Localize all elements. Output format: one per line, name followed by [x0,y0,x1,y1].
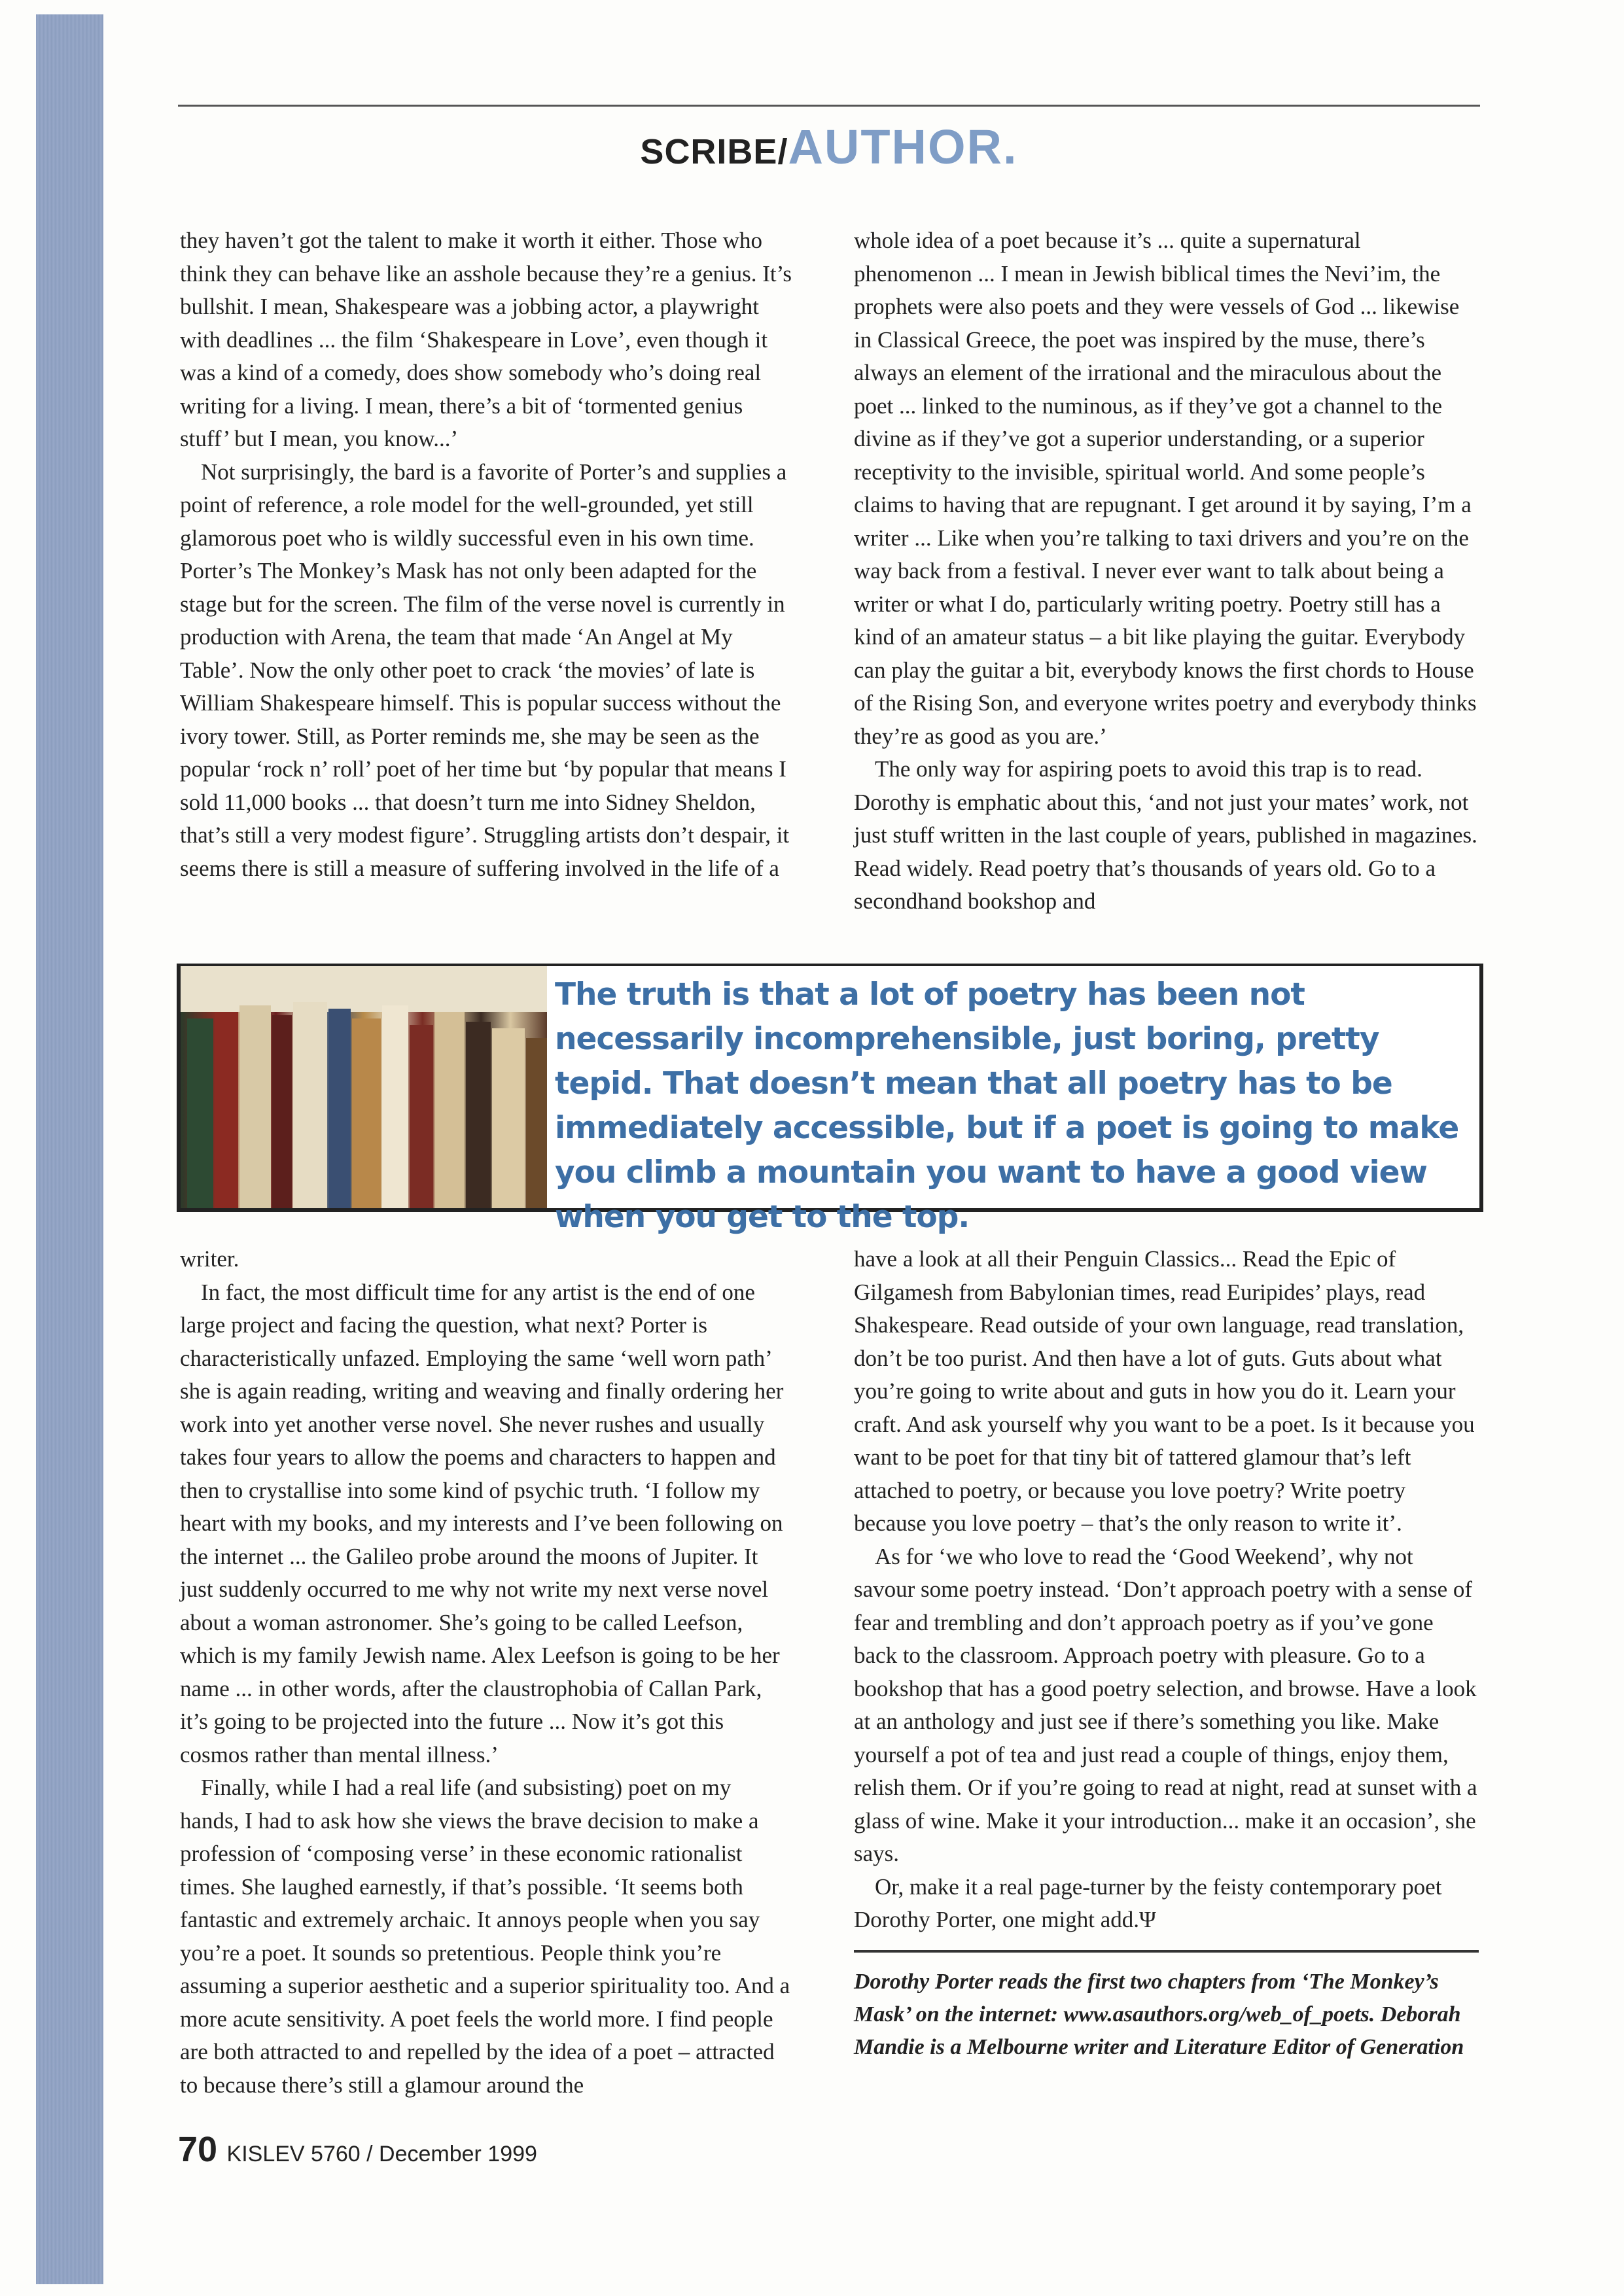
paragraph: In fact, the most difficult time for any artist is the end of one large project and facing the question, what next? Porter is characteristically unfazed. Employing the same ‘well worn path’ she is again reading, writing and weaving and finally ordering her work into yet another verse novel. She never rushes and usually takes four years to allow the poems and characters to happen and then to crystallise into some kind of psychic truth. ‘I follow my heart with my books, and my interests and I’ve been following on the internet ... the Galileo probe around the moons of Jupiter. It just suddenly occurred to me why not write my next verse novel about a woman astronomer. She’s going to be called Leefson, which is my family Jewish name. Alex Leefson is going to be her name ... in other words, after the claustrophobia of Callan Park, it’s going to be projected into the future ... Now it’s got this cosmos rather than mental illness.’ [180,1279,784,1767]
column-bottom-right [854,1243,1479,2064]
author-credit: Dorothy Porter reads the first two chapters from ‘The Monkey’s Mask’ on the internet: www.asauthors.org/web_of_poets. Deborah Mandie is a Melbourne writer and Literature Editor of Generation [854,1969,1464,2059]
paragraph: writer. [180,1246,239,1272]
page-footer [178,2129,537,2170]
paragraph: The only way for aspiring poets to avoid this trap is to read. Dorothy is emphatic about this, ‘and not just your mates’ work, not just stuff written in the last couple of years, published in magazines. Read widely. Read poetry that’s thousands of years old. Go to a secondhand bookshop and [854,756,1477,914]
paragraph: have a look at all their Penguin Classics... Read the Epic of Gilgamesh from Babylonian times, read Euripides’ plays, read Shakespeare. Read outside of your own language, read translation, don’t be too purist. And then have a lot of guts. Guts about what you’re going to write about and guts in how you do it. Learn your craft. And ask yourself why you want to be a poet. Is it because you want to be poet for that tiny bit of tattered glamour that’s left attached to poetry, or because you love poetry? Write poetry because you love poetry – that’s the only reason to write it’. [854,1246,1475,1536]
section-label: SCRIBE/ [640,132,788,171]
paragraph: As for ‘we who love to read the ‘Good Weekend’, why not savour some poetry instead. ‘Don’t approach poetry with a sense of fear and trembling and don’t approach poetry as if you’ve gone back to the classroom. Approach poetry with pleasure. Go to a bookshop that has a good poetry selection, and browse. Have a look at an anthology and just see if there’s something you like. Make yourself a pot of tea and just read a couple of things, enjoy them, relish them. Or if you’re going to read at night, read at sunset with a glass of wine. Make it your introduction... make it an occasion’, she says. [854,1543,1477,1866]
column-top-left [180,224,792,885]
section-title: AUTHOR. [788,120,1018,174]
column-bottom-left [180,1243,792,2102]
issue-date: KISLEV 5760 / December 1999 [226,2142,537,2166]
paragraph: Not surprisingly, the bard is a favorite of Porter’s and supplies a point of reference, a role model for the well-grounded, yet still glamorous poet who is wildly successful even in his own time. Porter’s The Monkey’s Mask has not only been adapted for the stage but for the screen. The film of the verse novel is currently in production with Arena, the team that made ‘An Angel at My Table’. Now the only other poet to crack ‘the movies’ of late is William Shakespeare himself. This is popular success without the ivory tower. Still, as Porter reminds me, she may be seen as the popular ‘rock n’ roll’ poet of her time but ‘by popular that means I sold 11,000 books ... that doesn’t turn me into Sidney Sheldon, that’s still a very modest figure’. Struggling artists don’t despair, it seems there is still a measure of suffering involved in the life of a [180,459,790,881]
bookshelf-photo [181,966,547,1208]
credit-rule [854,1950,1479,1953]
paragraph: whole idea of a poet because it’s ... quite a supernatural phenomenon ... I mean in Jewish biblical times the Nevi’im, the prophets were also poets and they were vessels of God ... likewise in Classical Greece, the poet was inspired by the muse, there’s always an element of the irrational and the miraculous about the poet ... linked to the numinous, as if they’ve got a channel to the divine as if they’ve got a superior understanding, or a superior receptivity to the invisible, spiritual world. And some people’s claims to having that are repugnant. I get around it by saying, I’m a writer ... Like when you’re talking to taxi drivers and you’re on the way back from a festival. I never ever want to talk about being a writer or what I do, particularly writing poetry. Poetry still has a kind of an amateur status – a bit like playing the guitar. Everybody can play the guitar a bit, everybody knows the first chords to House of the Rising Son, and everyone writes poetry and everybody thinks they’re as good as you are.’ [854,228,1477,749]
paragraph: they haven’t got the talent to make it worth it either. Those who think they can behave like an asshole because they’re a genius. It’s bullshit. I mean, Shakespeare was a jobbing actor, a playwright with deadlines ... the film ‘Shakespeare in Love’, even though it was a kind of a comedy, does show somebody who’s doing real writing for a living. I mean, there’s a bit of ‘tormented genius stuff’ but I mean, you know...’ [180,228,792,451]
column-top-right [854,224,1479,918]
pull-quote-box [177,964,1483,1235]
pull-quote-text: The truth is that a lot of poetry has been not necessarily incomprehensible, just boring, pretty tepid. That doesn’t mean that all poetry has to be immediately accessible, but if a poet is going to make you climb a mountain you want to have a good view when you get to the top. [555,977,1459,1235]
paragraph: Or, make it a real page-turner by the feisty contemporary poet Dorothy Porter, one might add.Ψ [854,1873,1442,1932]
page-number: 70 [178,2130,218,2169]
section-header [178,119,1480,175]
binding-edge [36,14,103,2284]
header-rule [178,105,1480,107]
paragraph: Finally, while I had a real life (and subsisting) poet on my hands, I had to ask how she views the brave decision to make a profession of ‘composing verse’ in these economic rationalist times. She laughed earnestly, if that’s possible. ‘It seems both fantastic and extremely archaic. It annoys people when you say you’re a poet. It sounds so pretentious. People think you’re assuming a superior aesthetic and a superior spirituality too. And a more acute sensitivity. A poet feels the world more. I find people are both attracted to and repelled by the idea of a poet – attracted to because there’s still a glamour around the [180,1775,790,2098]
